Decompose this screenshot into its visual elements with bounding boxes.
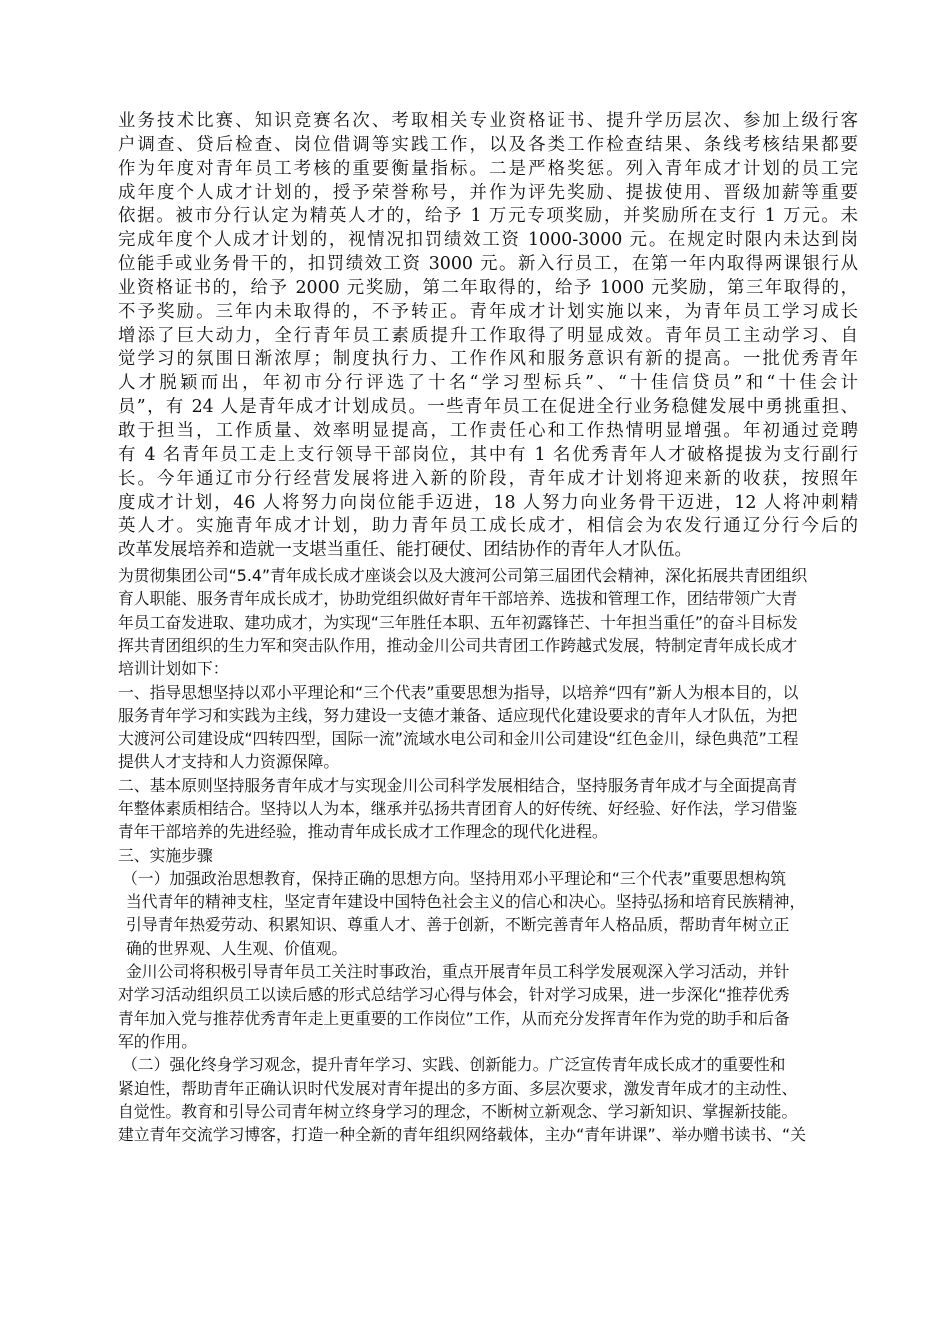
subsection-heading-lifelong-learning: （二）强化终身学习观念，提升青年学习、实践、创新能力。广泛宣传青年成长成才的重要性和 — [122, 1055, 786, 1075]
text-line: 英人才。实施青年成才计划，助力青年员工成长成才，相信会为农发行通辽分行今后的 — [118, 516, 858, 537]
text-line: 提供人才支持和人力资源保障。 — [118, 752, 340, 772]
text-line: 户调查、贷后检查、岗位借调等实践工作，以及各类工作检查结果、条线考核结果都要 — [118, 134, 858, 155]
text-line: 挥共青团组织的生力军和突击队作用，推动金川公司共青团工作跨越式发展，特制定青年成长成才 — [118, 635, 798, 655]
text-line: 依据。被市分行认定为精英人才的，给予 1 万元专项奖励，并奖励所在支行 1 万元。未 — [118, 206, 858, 227]
text-line: 改革发展培养和造就一支堪当重任、能打硬仗、团结协作的青年人才队伍。 — [118, 540, 692, 561]
text-line: 当代青年的精神支柱，坚定青年建设中国特色社会主义的信心和决心。坚持弘扬和培育民族精神， — [126, 892, 806, 912]
document-section-youth-talent-plan — [118, 110, 858, 563]
text-line: 位能手或业务骨干的，扣罚绩效工资 3000 元。新入行员工，在第一年内取得两课银行从 — [118, 254, 858, 275]
text-line: 大渡河公司建设成“四转四型，国际一流”流域水电公司和金川公司建设“红色金川，绿色典范”工程 — [118, 729, 799, 749]
text-line: 自觉性。教育和引导公司青年树立终身学习的理念，不断树立新观念、学习新知识、掌握新技能。 — [118, 1101, 798, 1121]
section-heading-guiding-ideology: 一、指导思想坚持以邓小平理论和“三个代表”重要思想为指导，以培养“四有”新人为根本目的，以 — [118, 682, 799, 702]
text-line: 员”，有 24 人是青年成才计划成员。一些青年员工在促进全行业务稳健发展中勇挑重担、 — [118, 397, 858, 418]
subsection-heading-political-education: （一）加强政治思想教育，保持正确的思想方向。坚持用邓小平理论和“三个代表”重要思想构筑 — [122, 868, 787, 888]
text-line: 军的作用。 — [118, 1031, 197, 1051]
text-line: 建立青年交流学习博客，打造一种全新的青年组织网络载体，主办“青年讲课”、举办赠书读书、“关 — [118, 1125, 807, 1145]
text-line: 度成才计划，46 人将努力向岗位能手迈进，18 人努力向业务骨干迈进，12 人将冲刺精 — [118, 492, 858, 513]
text-line: 为贯彻集团公司“5.4”青年成长成才座谈会以及大渡河公司第三届团代会精神，深化拓展共青团组织 — [118, 566, 808, 586]
text-line: 年员工奋发进取、建功成才，为实现“三年胜任本职、五年初露锋芒、十年担当重任”的奋斗目标发 — [118, 612, 798, 632]
text-line: 年整体素质相结合。坚持以人为本，继承并弘扬共青团育人的好传统、好经验、好作法，学习借鉴 — [118, 799, 798, 818]
text-line: 不予奖励。三年内未取得的，不予转正。青年成才计划实施以来，为青年员工学习成长 — [118, 301, 858, 322]
text-line: 青年加入党与推荐优秀青年走上更重要的工作岗位”工作，从而充分发挥青年作为党的助手和后备 — [118, 1008, 790, 1028]
text-line: 长。今年通辽市分行经营发展将进入新的阶段，青年成才计划将迎来新的收获，按照年 — [118, 468, 858, 489]
text-line: 金川公司将积极引导青年员工关注时事政治，重点开展青年员工科学发展观深入学习活动，并针 — [126, 962, 790, 982]
text-line: 增添了巨大动力，全行青年员工素质提升工作取得了明显成效。青年员工主动学习、自 — [118, 325, 858, 346]
text-line: 成年度个人成才计划的，授予荣誉称号，并作为评先奖励、提拔使用、晋级加薪等重要 — [118, 182, 858, 203]
text-line: 作为年度对青年员工考核的重要衡量指标。二是严格奖惩。列入青年成才计划的员工完 — [118, 158, 858, 179]
text-line: 人才脱颖而出，年初市分行评选了十名“学习型标兵”、“十佳信贷员”和“十佳会计 — [118, 373, 858, 394]
text-line: 有 4 名青年员工走上支行领导干部岗位，其中有 1 名优秀青年人才破格提拔为支行副行 — [118, 444, 858, 465]
text-line: 业资格证书的，给予 2000 元奖励，第二年取得的，给予 1000 元奖励，第三年取得的， — [118, 277, 858, 298]
document-section-training-plan — [118, 564, 858, 1146]
text-line: 对学习活动组织员工以读后感的形式总结学习心得与体会，针对学习成果，进一步深化“推荐优秀 — [118, 985, 790, 1005]
text-line: 青年干部培养的先进经验，推动青年成长成才工作理念的现代化进程。 — [118, 822, 608, 842]
text-line: 育人职能、服务青年成长成才，协助党组织做好青年干部培养、选拔和管理工作，团结带领广大青 — [118, 589, 798, 609]
text-line: 服务青年学习和实践为主线，努力建设一支德才兼备、适应现代化建设要求的青年人才队伍，为把 — [118, 705, 798, 725]
section-heading-implementation-steps: 三、实施步骤 — [118, 845, 213, 865]
text-line: 引导青年热爱劳动、积累知识、尊重人才、善于创新，不断完善青年人格品质，帮助青年树立正 — [126, 915, 790, 935]
text-line: 培训计划如下： — [118, 659, 229, 679]
section-heading-basic-principles: 二、基本原则坚持服务青年成才与实现金川公司科学发展相结合，坚持服务青年成才与全面提高青 — [118, 775, 798, 795]
text-line: 敢于担当，工作质量、效率明显提高，工作责任心和工作热情明显增强。年初通过竞聘 — [118, 420, 858, 441]
text-line: 业务技术比赛、知识竞赛名次、考取相关专业资格证书、提升学历层次、参加上级行客 — [118, 111, 858, 131]
text-line: 完成年度个人成才计划的，视情况扣罚绩效工资 1000-3000 元。在规定时限内未达到岗 — [118, 230, 858, 251]
text-line: 觉学习的氛围日渐浓厚；制度执行力、工作作风和服务意识有新的提高。一批优秀青年 — [118, 349, 858, 370]
text-line: 确的世界观、人生观、价值观。 — [126, 938, 348, 958]
document-page — [118, 110, 858, 1146]
text-line: 紧迫性，帮助青年正确认识时代发展对青年提出的多方面、多层次要求，激发青年成才的主动性、 — [118, 1078, 798, 1098]
